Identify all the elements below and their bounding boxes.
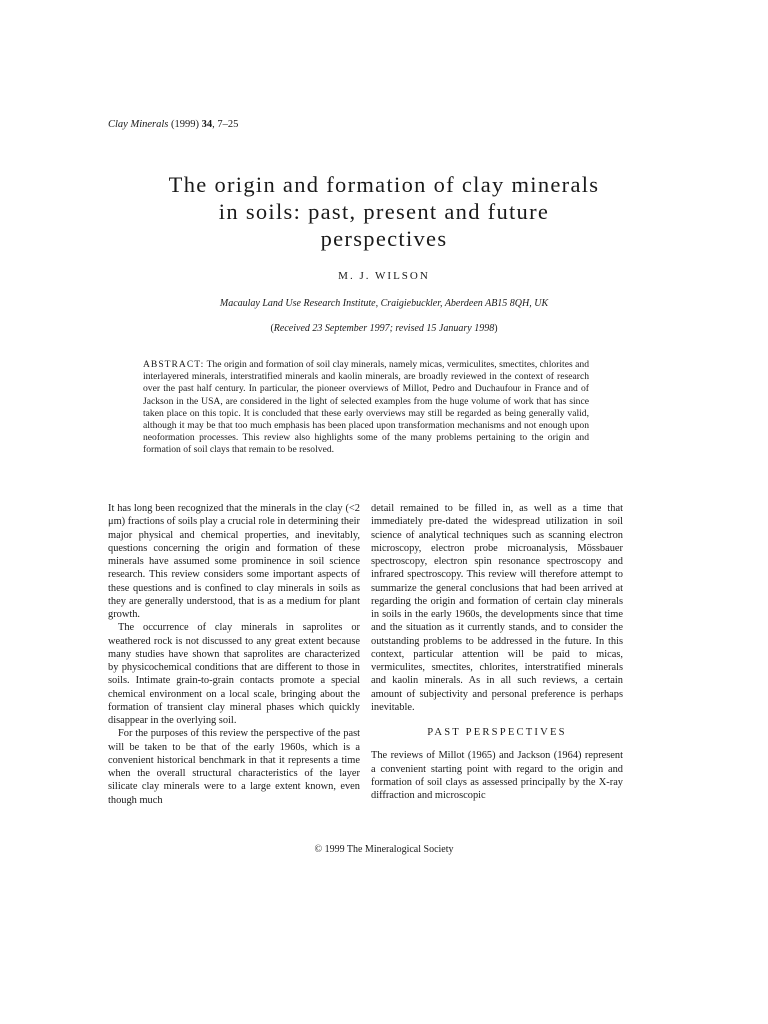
received-text: Received 23 September 1997; revised 15 January 1998 — [273, 323, 495, 334]
title-line-1: The origin and formation of clay minerals — [168, 172, 600, 197]
paragraph: detail remained to be filled in, as well as a time that immediately pre-dated the widespread utilization in soil science of analytical techniques such as scanning electron microscopy, electron probe microanalysis, Mössbauer spectroscopy, electron spin resonance spectroscopy and infrared spectroscopy. This review will therefore attempt to summarize the general conclusions that had been arrived at regarding the origin and formation of certain clay minerals in soils in the early 1960s, the developments since that time and the situation as it currently stands, and to consider the outstanding problems to be addressed in the future. In this context, particular attention will be paid to micas, vermiculites, smectites, chlorites, interstratified minerals and kaolin minerals. As in all such reviews, a certain amount of subjectivity and personal preference is perhaps inevitable. — [371, 503, 623, 713]
author-affiliation: Macaulay Land Use Research Institute, Craigiebuckler, Aberdeen AB15 8QH, UK — [219, 298, 549, 309]
received-close-paren: ) — [494, 323, 498, 334]
paragraph: The occurrence of clay minerals in saprolites or weathered rock is not discussed to any great extent because many studies have shown that saprolites are characterized by physicochemical conditions that are different to those in soils. Intimate grain-to-grain contacts promote a special chemical environment on a local scale, bringing about the formation of transient clay mineral phases which quickly disappear in the overlying soil. — [108, 622, 360, 726]
journal-name: Clay Minerals — [108, 119, 169, 130]
received-dates — [0, 322, 768, 335]
copyright-footer: © 1999 The Mineralogical Society — [314, 844, 454, 855]
received-open-paren: ( — [270, 323, 274, 334]
abstract — [143, 359, 589, 457]
body-column-left — [108, 502, 360, 807]
article-title — [90, 171, 678, 252]
abstract-label: ABSTRACT: — [143, 359, 205, 370]
journal-pages: , 7–25 — [212, 119, 239, 130]
journal-citation — [108, 118, 238, 132]
paragraph: The reviews of Millot (1965) and Jackson (1964) represent a convenient starting point with regard to the origin and formation of soil clays as assessed principally by the X-ray diffraction and microscopic — [371, 750, 623, 801]
journal-year: (1999) — [171, 119, 199, 130]
author-name: M. J. WILSON — [338, 270, 430, 282]
journal-volume: 34 — [201, 119, 213, 130]
title-line-3: perspectives — [320, 226, 448, 251]
body-column-right — [371, 502, 623, 802]
section-heading: PAST PERSPECTIVES — [427, 727, 567, 738]
paragraph: For the purposes of this review the perspective of the past will be taken to be that of the early 1960s, which is a convenient historical benchmark in that it represents a time when the overall structural characteristics of the layer silicate clay minerals were to a large extent known, even though much — [108, 728, 360, 806]
paragraph: It has long been recognized that the minerals in the clay (<2 μm) fractions of soils play a crucial role in determining their major physical and chemical properties, and inevitably, questions concerning the origin and formation of these minerals have assumed some prominence in soil science research. This review considers some important aspects of these questions and is confined to clay minerals in soils as they are generally understood, that is as a medium for plant growth. — [108, 503, 360, 620]
abstract-text: The origin and formation of soil clay minerals, namely micas, vermiculites, smectites, chlorites and interlayered minerals, interstratified minerals and kaolin minerals, are broadly reviewed in the context of research over the past half century. In particular, the pioneer overviews of Millot, Pedro and Duchaufour in France and of Jackson in the USA, are considered in the light of selected examples from the huge volume of work that has since taken place on this topic. It is concluded that these early overviews may still be regarded as being generally valid, although it may be that too much emphasis has been placed upon transformation mechanisms and not enough upon neoformation processes. This review also highlights some of the many problems pertaining to the origin and formation of soil clays that remain to be resolved. — [143, 359, 589, 456]
title-line-2: in soils: past, present and future — [218, 199, 550, 224]
